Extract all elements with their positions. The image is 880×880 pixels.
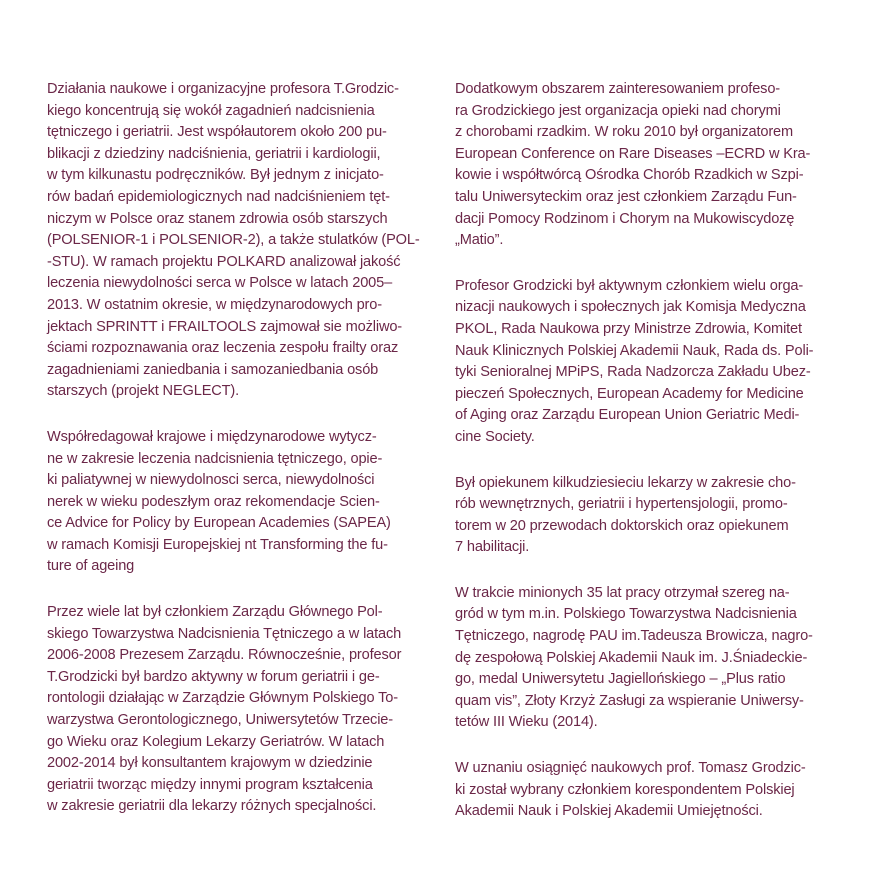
paragraph <box>47 427 432 578</box>
right-column <box>455 79 845 847</box>
paragraph <box>455 473 845 559</box>
text-line: 2002-2014 był konsultantem krajowym w dziedzinie <box>47 755 373 772</box>
text-line: W trakcie minionych 35 lat pracy otrzymał szereg na- <box>455 584 790 601</box>
text-line: skiego Towarzystwa Nadcisnienia Tętniczego a w latach <box>47 625 402 642</box>
text-line: tyki Senioralnej MPiPS, Rada Nadzorcza Zakładu Ubez- <box>455 364 811 381</box>
text-line: jektach SPRINTT i FRAILTOOLS zajmował sie możliwo- <box>47 318 403 335</box>
text-line: W uznaniu osiągnięć naukowych prof. Tomasz Grodzic- <box>455 760 806 777</box>
paragraph <box>455 758 845 823</box>
text-line: w zakresie geriatrii dla lekarzy różnych specjalności. <box>47 798 377 815</box>
text-line: ki został wybrany członkiem korespondentem Polskiej <box>455 781 795 798</box>
text-line: pieczeń Społecznych, European Academy for Medicine <box>455 385 804 402</box>
text-line: cine Society. <box>455 428 535 445</box>
text-line: 2013. W ostatnim okresie, w międzynarodowych pro- <box>47 296 382 313</box>
text-line: rób wewnętrznych, geriatrii i hypertensjologii, promo- <box>455 496 788 513</box>
text-line: w ramach Komisji Europejskiej nt Transforming the fu- <box>47 536 388 553</box>
text-line: Był opiekunem kilkudziesieciu lekarzy w zakresie cho- <box>455 474 796 491</box>
text-line: z chorobami rzadkim. W roku 2010 był organizatorem <box>455 124 794 141</box>
text-line: gród w tym m.in. Polskiego Towarzystwa Nadcisnienia <box>455 606 797 623</box>
paragraph <box>455 583 845 734</box>
paragraph <box>47 602 432 818</box>
text-line: -STU). W ramach projektu POLKARD analizował jakość <box>47 253 401 270</box>
text-line: nizacji naukowych i społecznych jak Komisja Medyczna <box>455 299 806 316</box>
text-line: Tętniczego, nagrodę PAU im.Tadeusza Browicza, nagro- <box>455 628 813 645</box>
text-line: niczym w Polsce oraz stanem zdrowia osób starszych <box>47 210 388 227</box>
text-line: rontologii działając w Zarządzie Głównym Polskiego To- <box>47 690 398 707</box>
text-line: ne w zakresie leczenia nadcisnienia tętniczego, opie- <box>47 450 383 467</box>
text-line: Akademii Nauk i Polskiej Akademii Umiejętności. <box>455 803 763 820</box>
text-line: 2006-2008 Prezesem Zarządu. Równocześnie, profesor <box>47 647 402 664</box>
text-line: Działania naukowe i organizacyjne profesora T.Grodzic- <box>47 81 399 97</box>
text-line: dę zespołową Polskiej Akademii Nauk im. J.Śniadeckie- <box>455 649 808 666</box>
text-line: (POLSENIOR-1 i POLSENIOR-2), a także stulatków (POL- <box>47 232 420 249</box>
text-line: Profesor Grodzicki był aktywnym członkiem wielu orga- <box>455 277 804 294</box>
text-line: of Aging oraz Zarządu European Union Geriatric Medi- <box>455 407 800 424</box>
text-line: geriatrii tworząc między innymi program kształcenia <box>47 776 373 793</box>
text-line: w tym kilkunastu podręczników. Był jednym z inicjato- <box>47 167 384 184</box>
left-column <box>47 79 432 842</box>
text-line: ra Grodzickiego jest organizacja opieki nad chorymi <box>455 102 781 119</box>
text-line: Dodatkowym obszarem zainteresowaniem profeso- <box>455 81 780 97</box>
text-line: tętniczego i geriatrii. Jest współautorem około 200 pu- <box>47 124 387 141</box>
text-line: PKOL, Rada Naukowa przy Ministrze Zdrowia, Komitet <box>455 320 802 337</box>
text-line: rów badań epidemiologicznych nad nadciśnieniem tęt- <box>47 188 390 205</box>
text-line: talu Uniwersyteckim oraz jest członkiem Zarządu Fun- <box>455 188 797 205</box>
text-line: go Wieku oraz Kolegium Lekarzy Geriatrów. W latach <box>47 733 385 750</box>
paragraph <box>47 79 432 403</box>
text-line: tetów III Wieku (2014). <box>455 714 598 731</box>
text-line: warzystwa Gerontologicznego, Uniwersytetów Trzecie- <box>47 712 393 729</box>
text-line: 7 habilitacji. <box>455 539 530 556</box>
text-line: starszych (projekt NEGLECT). <box>47 383 240 400</box>
text-line: nerek w wieku podeszłym oraz rekomendacje Scien- <box>47 493 380 510</box>
text-line: Współredagował krajowe i międzynarodowe wytycz- <box>47 428 377 445</box>
paragraph <box>455 79 845 252</box>
text-line: go, medal Uniwersytetu Jagiellońskiego – „Plus ratio <box>455 671 786 688</box>
text-line: zagadnieniami zaniedbania i samozaniedbania osób <box>47 361 379 378</box>
text-line: ture of ageing <box>47 558 135 575</box>
text-line: leczenia niewydolności serca w Polsce w latach 2005– <box>47 275 393 292</box>
text-line: European Conference on Rare Diseases –ECRD w Kra- <box>455 145 811 162</box>
paragraph <box>455 276 845 449</box>
text-line: blikacji z dziedziny nadciśnienia, geriatrii i kardiologii, <box>47 145 381 162</box>
text-line: kowie i współtwórcą Ośrodka Chorób Rzadkich w Szpi- <box>455 167 804 184</box>
text-line: T.Grodzicki był bardzo aktywny w forum geriatrii i ge- <box>47 668 380 685</box>
text-line: ce Advice for Policy by European Academies (SAPEA) <box>47 515 391 532</box>
text-line: dacji Pomocy Rodzinom i Chorym na Mukowiscydozę <box>455 210 795 227</box>
text-line: torem w 20 przewodach doktorskich oraz opiekunem <box>455 517 789 534</box>
text-line: ściami rozpoznawania oraz leczenia zespołu frailty oraz <box>47 340 399 357</box>
text-line: Nauk Klinicznych Polskiej Akademii Nauk, Rada ds. Poli- <box>455 342 814 359</box>
text-line: quam vis”, Złoty Krzyż Zasługi za wspieranie Uniwersy- <box>455 692 804 709</box>
text-line: ki paliatywnej w niewydolnosci serca, niewydolności <box>47 472 375 489</box>
text-line: „Matio”. <box>455 232 504 249</box>
text-line: kiego koncentrują się wokół zagadnień nadcisnienia <box>47 102 375 119</box>
text-line: Przez wiele lat był członkiem Zarządu Głównego Pol- <box>47 604 383 621</box>
